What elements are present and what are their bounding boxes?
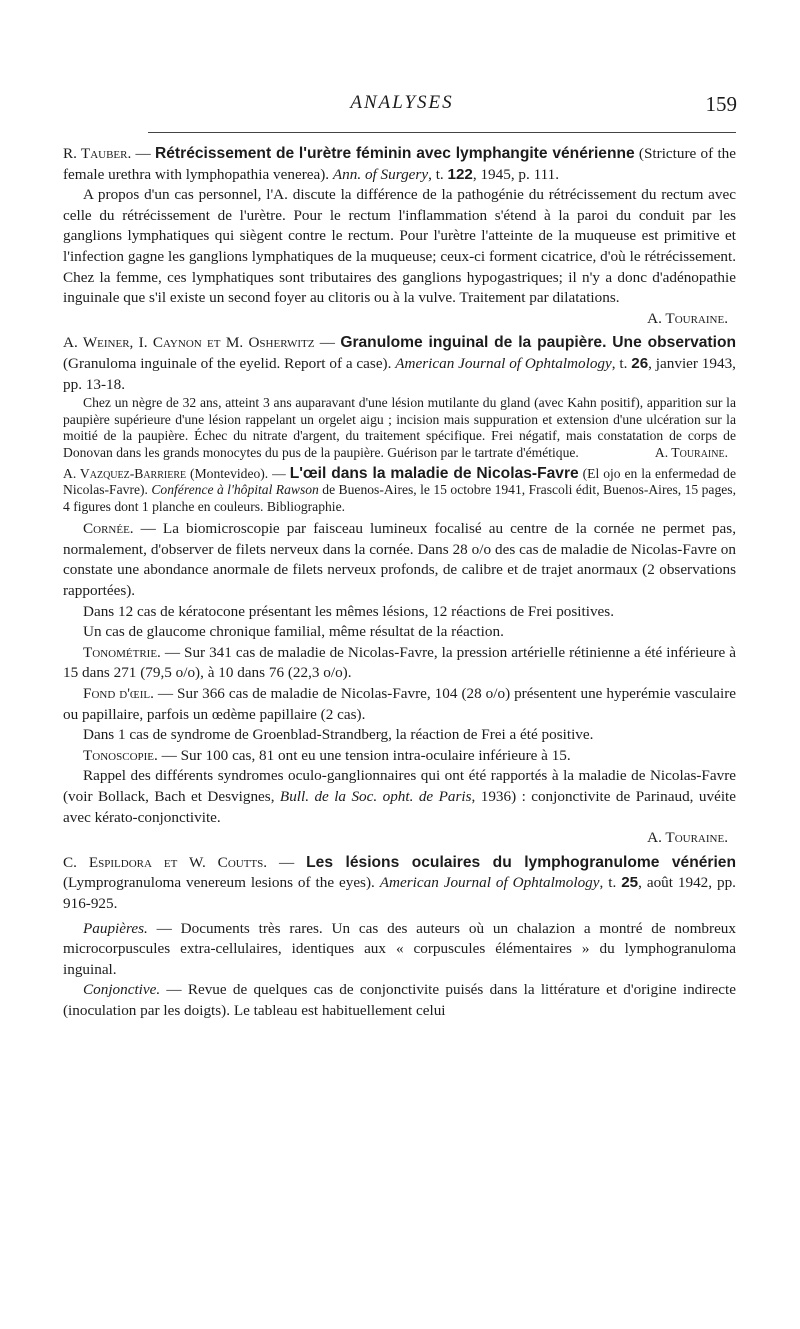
volume: 25 [621, 874, 639, 892]
running-head: ANALYSES [350, 92, 454, 113]
journal-name: Conférence à l'hôpital Rawson [151, 482, 319, 498]
article-title: Granulome inguinal de la paupière. Une observation [340, 334, 737, 352]
article-title: Les lésions oculaires du lymphogranulome vénérien [306, 853, 737, 871]
signature: A. Touraine. [647, 829, 728, 847]
paragraph-lead: Tonométrie. [83, 643, 161, 661]
abstract-paragraph: Dans 1 cas de syndrome de Groenblad-Strandberg, la réaction de Frei a été positive. [83, 726, 594, 744]
paragraph-lead: Tonoscopie. [83, 746, 158, 764]
paragraph-lead: Fond d'œil. [83, 685, 154, 703]
abstract-vazquez [63, 466, 736, 849]
journal-name: Bull. de la Soc. opht. de Paris [279, 788, 472, 805]
journal-name: Ann. of Surgery [332, 165, 429, 183]
abstract-paragraph: Paupières. — Documents très rares. Un cas des auteurs où un chalazion a montré de nombreux microcorpuscules extra-cellulaires, identiques aux « corpuscules élémentaires » du lymphogranuloma inguinal. [63, 919, 736, 978]
author: R. Tauber. [63, 145, 132, 162]
page-header [67, 92, 737, 124]
citation: A. Weiner, I. Caynon et M. Osherwitz — Granulome inguinal de la paupière. Une observation (Granuloma inguinale of the eyelid. Report of a case). American Journal of Ophtalmology, t. 26, janvier 1943, pp. 13-18. [63, 334, 737, 393]
abstract-paragraph: Tonoscopie. — Sur 100 cas, 81 ont eu une tension intra-oculaire inférieure à 15. [83, 746, 571, 764]
abstract-paragraph: Fond d'œil. — Sur 366 cas de maladie de Nicolas-Favre, 104 (28 o/o) présentent une hyperémie vasculaire ou papillaire, parfois un œdème papillaire (2 cas). [63, 685, 737, 723]
signature: A. Touraine. [647, 309, 728, 327]
citation: C. Espildora et W. Coutts. — Les lésions oculaires du lymphogranulome vénérien (Lymprogranuloma venereum lesions of the eyes). American Journal of Ophtalmology, t. 25, août 1942, pp. 916-925. [63, 853, 737, 912]
paragraph-lead: Cornée. [83, 520, 134, 538]
abstract-paragraph: Chez un nègre de 32 ans, atteint 3 ans auparavant d'une lésion mutilante du gland (avec Kahn positif), apparition sur la paupière supérieure d'une lésion rappelant un orgelet aigu ; incision mais suppuration et extension d'une ulcération sur la moitié de la paupière. Échec du nitrate d'argent, du traitement spécifique. Frei négatif, mais constatation de corps de Donovan dans les grands monocytes du pus de la paupière. Guérison par le tartrate d'émétique. [63, 395, 736, 460]
journal-name: American Journal of Ophtalmology [395, 354, 612, 372]
paragraph-lead: Paupières. [83, 919, 148, 937]
abstract-espildora [63, 853, 736, 1022]
journal-name: American Journal of Ophtalmology [379, 874, 600, 892]
citation: R. Tauber. — Rétrécissement de l'urètre féminin avec lymphangite vénérienne (Stricture of the female urethra with lymphopathia venerea). Ann. of Surgery, t. 122, 1945, p. 111. [63, 145, 737, 183]
volume: 122 [447, 165, 473, 183]
article-title: Rétrécissement de l'urètre féminin avec lymphangite vénérienne [155, 145, 635, 162]
signature: A. Touraine. [654, 444, 728, 460]
abstract-paragraph: A propos d'un cas personnel, l'A. discute la différence de la pathogénie du rétrécissement du rectum avec celle du rétrécissement de l'urètre. Pour le rectum l'inflammation s'étend à la paroi du conduit par les ganglions lymphatiques qui siègent contre le rectum. Pour l'urètre l'atteinte de la muqueuse est primitive et l'infection gagne les ganglions lymphatiques de la muqueuse; ceux-ci forment cicatrice, d'où le rétrécissement. Chez la femme, ces lymphatiques sont tributaires des ganglions hypogastriques; il n'y a donc d'adénopathie inguinale que s'il existe un second foyer au clitoris ou à la vulve. Traitement par dilatations. [63, 186, 736, 307]
header-rule [148, 132, 736, 133]
volume: 26 [631, 354, 649, 372]
abstract-paragraph: Rappel des différents syndromes oculo-ganglionnaires qui ont été rapportés à la maladie de Nicolas-Favre (voir Bollack, Bach et Desvignes, Bull. de la Soc. opht. de Paris, 1936) : conjonctivite de Parinaud, uvéite avec kérato-conjonctivite. [63, 767, 737, 826]
author: A. Weiner, I. Caynon et M. Osherwitz [63, 334, 315, 352]
page-number: 159 [705, 92, 737, 116]
abstract-tauber [63, 144, 736, 329]
article-title: L'œil dans la maladie de Nicolas-Favre [289, 464, 579, 482]
abstract-weiner [63, 333, 736, 461]
author: C. Espildora et W. Coutts. [63, 853, 268, 871]
author: A. Vazquez-Barriere [63, 465, 187, 481]
paragraph-lead: Conjonctive. [83, 981, 161, 999]
abstract-paragraph: Un cas de glaucome chronique familial, même résultat de la réaction. [83, 623, 504, 641]
abstract-paragraph: Dans 12 cas de kératocone présentant les mêmes lésions, 12 réactions de Frei positives. [83, 602, 614, 620]
abstract-paragraph: Cornée. — La biomicroscopie par faisceau lumineux focalisé au centre de la cornée ne permet pas, normalement, d'observer de filets nerveux dans la cornée. Dans 28 o/o des cas de maladie de Nicolas-Favre on constate une abondance anormale de filets nerveux profonds, de calibre et de trajet anormaux (2 observations rapportées). [63, 520, 736, 600]
page-body [63, 144, 736, 1022]
abstract-paragraph: Conjonctive. — Revue de quelques cas de conjonctivite puisés dans la littérature et d'origine indirecte (inoculation par les doigts). Le tableau est habituellement celui [63, 981, 736, 1019]
abstract-paragraph: Tonométrie. — Sur 341 cas de maladie de Nicolas-Favre, la pression artérielle rétinienne a été inférieure à 15 dans 271 (79,5 o/o), à 10 dans 76 (22,3 o/o). [63, 643, 736, 682]
citation: A. Vazquez-Barriere (Montevideo). — L'œil dans la maladie de Nicolas-Favre (El ojo en la enfermedad de Nicolas-Favre). Conférence à l'hôpital Rawson de Buenos-Aires, le 15 octobre 1941, Frascoli édit, Buenos-Aires, 15 pages, 4 figures dont 1 planche en couleurs. Bibliographie. [63, 464, 736, 514]
